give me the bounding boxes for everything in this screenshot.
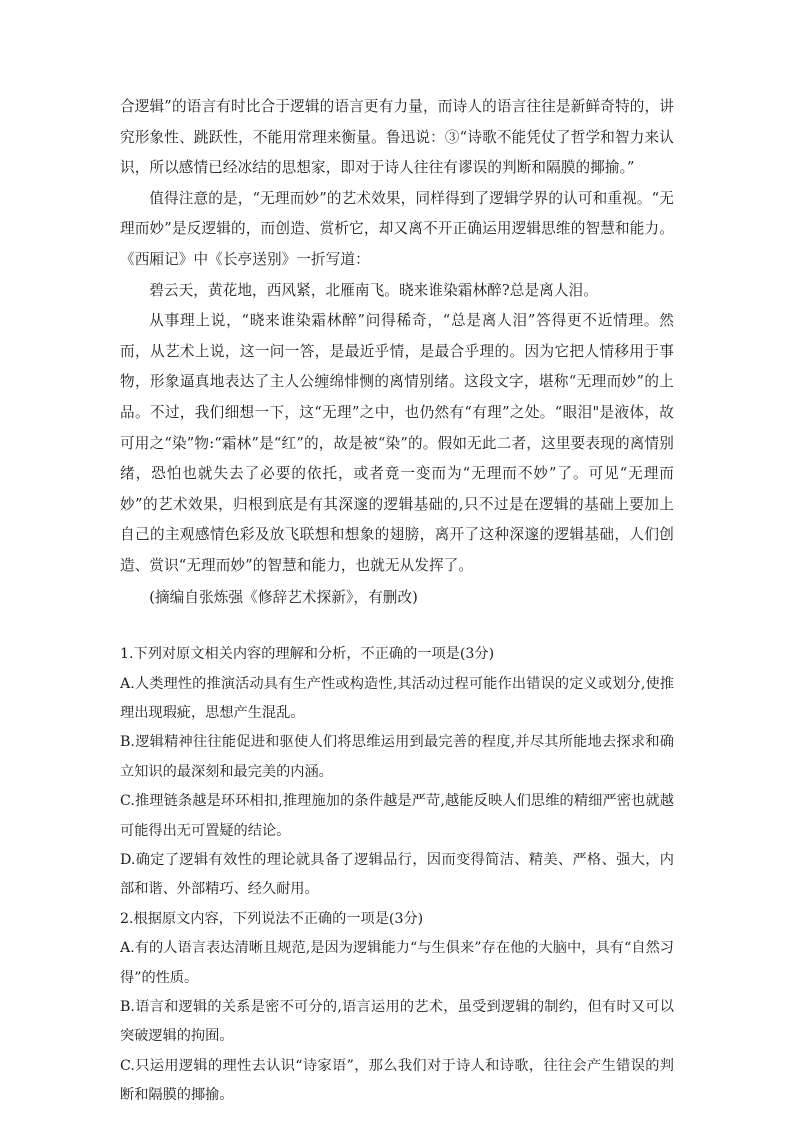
question-option-b: B.语言和逻辑的关系是密不可分的,语言运用的艺术，虽受到逻辑的制约，但有时又可以突破逻辑的拘囿。 [120, 998, 674, 1045]
question-option-c: C.只运用逻辑的理性去认识“诗家语”，那么我们对于诗人和诗歌，往往会产生错误的判断和隔膜的揶揄。 [120, 1057, 674, 1104]
question-stem: 1.下列对原文相关内容的理解和分析，不正确的一项是(3分) [120, 646, 495, 663]
question-option-b: B.逻辑精神往往能促进和驱使人们将思维运用到最完善的程度,并尽其所能地去探求和确立知识的最深刻和最完美的内涵。 [120, 734, 674, 780]
question-option-a: A.有的人语言表达清晰且规范,是因为逻辑能力“与生俱来”存在他的大脑中，具有“自然习得”的性质。 [120, 940, 674, 986]
question-option-a: A.人类理性的推演活动具有生产性或构造性,其活动过程可能作出错误的定义或划分,使推理出现瑕疵，思想产生混乱。 [120, 675, 674, 721]
passage-quote-line: 碧云天，黄花地，西风紧，北雁南飞。晓来谁染霜林醉?总是离人泪。 [149, 281, 598, 299]
passage-paragraph-attention: 值得注意的是，“无理而妙”的艺术效果，同样得到了逻辑学界的认可和重视。“无理而妙”是反逻辑的，而创造、赏析它，却又离不开正确运用逻辑思维的智慧和能力。《西厢记》中《长亭送别》一折写道： [120, 189, 674, 268]
question-stem: 2.根据原文内容，下列说法不正确的一项是(3分) [120, 910, 424, 927]
question-option-d: D.确定了逻辑有效性的理论就具备了逻辑品行，因而变得简洁、精美、严格、强大，内部和谐、外部精巧、经久耐用。 [120, 851, 674, 898]
section-gap [120, 613, 674, 640]
question-option-c: C.推理链条越是环环相扣,推理施加的条件越是严苛,越能反映人们思维的精细严密也就越可能得出无可置疑的结论。 [120, 793, 674, 839]
passage-source: (摘编自张炼强《修辞艺术探新》，有删改) [149, 588, 418, 606]
passage-paragraph-analysis: 从事理上说，“晓来谁染霜林醉”问得稀奇，“总是离人泪”答得更不近情理。然而，从艺术上说，这一问一答，是最近乎情，是最合乎理的。因为它把人情移用于事物，形象逼真地表达了主人公缠绵悱恻的离情别绪。这段文字，堪称“无理而妙”的上品。不过，我们细想一下，这“无理”之中，也仍然有“有理”之处。“眼泪"是液体，故可用之“染”物:“霜林”是“红”的，故是被“染”的。假如无此二者，这里要表现的离情别绪，恐怕也就失去了必要的依托，或者竟一变而为“无理而不妙”了。可见“无理而妙”的艺术效果，归根到底是有其深邃的逻辑基础的,只不过是在逻辑的基础上要加上自己的主观感情色彩及放飞联想和想象的翅膀，离开了这种深邃的逻辑基础，人们创造、赏识“无理而妙”的智慧和能力，也就无从发挥了。 [120, 312, 674, 574]
question-2 [120, 905, 674, 1111]
question-1 [120, 640, 674, 905]
passage-paragraph-continued: 合逻辑”的语言有时比合于逻辑的语言更有力量，而诗人的语言往往是新鲜奇特的，讲究形象性、跳跃性，不能用常理来衡量。鲁迅说：③“诗歌不能凭仗了哲学和智力来认识，所以感情已经冰结的思想家，即对于诗人往往有谬误的判断和隔膜的揶揄。” [120, 98, 674, 177]
